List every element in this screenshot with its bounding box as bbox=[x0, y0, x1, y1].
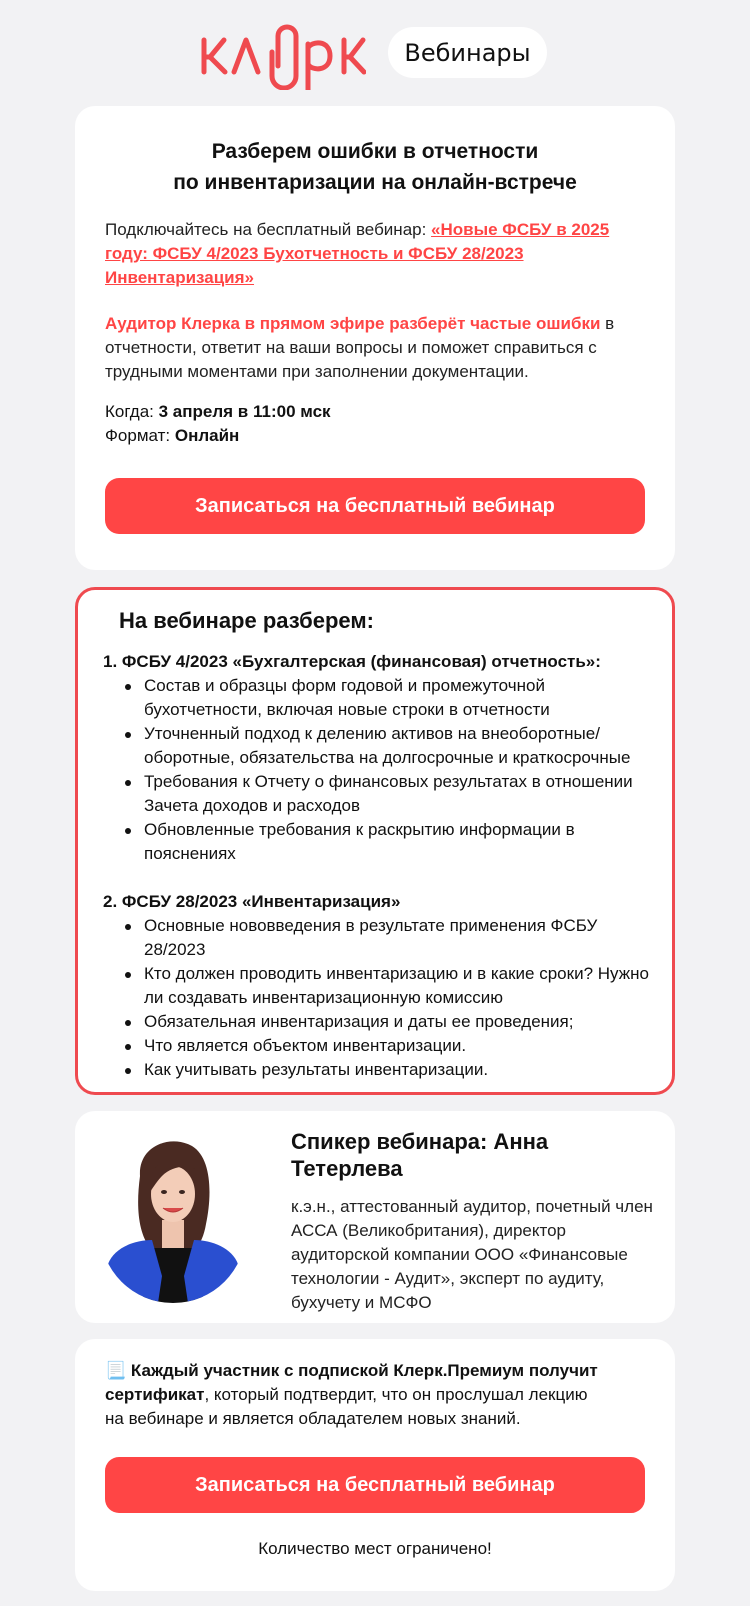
when-line: Когда: 3 апреля в 11:00 мск bbox=[105, 402, 331, 421]
agenda-topic bbox=[78, 890, 672, 1082]
seats-limited-note: Количество мест ограничено! bbox=[258, 1539, 492, 1558]
format-line: Формат: Онлайн bbox=[105, 426, 240, 445]
agenda-heading: На вебинаре разберем: bbox=[119, 608, 374, 633]
certificate-text: 📃 Каждый участник с подпиской Клерк.Премиум получит сертификат, который подтвердит, что он прослушал лекцию на вебинаре и является обладателем новых знаний. bbox=[105, 1361, 598, 1428]
webinars-pill[interactable] bbox=[388, 27, 547, 78]
speaker-bio: к.э.н., аттестованный аудитор, почетный член АССА (Великобритания), директор аудиторской компании ООО «Финансовые технологии - Аудит», эксперт по аудиту, бухучету и МСФО bbox=[291, 1197, 653, 1312]
topic-title: 2. ФСБУ 28/2023 «Инвентаризация» bbox=[103, 892, 401, 911]
list-item: Что является объектом инвентаризации. bbox=[144, 1034, 652, 1058]
list-item: Уточненный подход к делению активов на внеоборотные/оборотные, обязательства на долгосрочные и краткосрочные bbox=[144, 722, 652, 770]
join-paragraph: Подключайтесь на бесплатный вебинар: «Новые ФСБУ в 2025 году: ФСБУ 4/2023 Бухотчетность и ФСБУ 28/2023 Инвентаризация» bbox=[105, 220, 610, 287]
list-item: Состав и образцы форм годовой и промежуточной бухотчетности, включая новые строки в отчетности bbox=[144, 674, 652, 722]
speaker-title: Спикер вебинара: Анна Тетерлева bbox=[291, 1129, 549, 1181]
intro-title: Разберем ошибки в отчетности по инвентаризации на онлайн-встрече bbox=[173, 140, 577, 194]
auditor-highlight: Аудитор Клерка в прямом эфире разберёт частые ошибки bbox=[105, 314, 601, 333]
certificate-highlight: Каждый участник с подпиской Клерк.Премиум получит сертификат bbox=[105, 1361, 598, 1404]
list-item: Кто должен проводить инвентаризацию и в какие сроки? Нужно ли создавать инвентаризационную комиссию bbox=[144, 962, 652, 1010]
list-item: Обязательная инвентаризация и даты ее проведения; bbox=[144, 1010, 652, 1034]
auditor-paragraph: Аудитор Клерка в прямом эфире разберёт частые ошибки в отчетности, ответит на ваши вопросы и поможет справиться с трудными моментами при заполнении документации. bbox=[105, 314, 615, 381]
when-value: 3 апреля в 11:00 мск bbox=[158, 402, 331, 421]
document-icon: 📃 bbox=[105, 1361, 127, 1380]
topic-items bbox=[144, 914, 652, 1082]
register-button-bottom[interactable]: Записаться на бесплатный вебинар bbox=[105, 1457, 645, 1513]
list-item: Требования к Отчету о финансовых результатах в отношении Зачета доходов и расходов bbox=[144, 770, 652, 818]
certificate-card bbox=[75, 1339, 675, 1591]
speaker-photo bbox=[100, 1136, 246, 1303]
list-item: Основные нововведения в результате применения ФСБУ 28/2023 bbox=[144, 914, 652, 962]
webinars-pill-label: Вебинары bbox=[404, 38, 531, 67]
speaker-card bbox=[75, 1111, 675, 1323]
register-button[interactable]: Записаться на бесплатный вебинар bbox=[105, 478, 645, 534]
webinar-link[interactable]: «Новые ФСБУ в 2025 году: ФСБУ 4/2023 Бухотчетность и ФСБУ 28/2023 Инвентаризация» bbox=[105, 220, 610, 287]
list-item: Обновленные требования к раскрытию информации в пояснениях bbox=[144, 818, 652, 866]
agenda-card bbox=[75, 587, 675, 1095]
header bbox=[0, 0, 750, 106]
agenda-topics bbox=[78, 650, 672, 1082]
topic-items bbox=[144, 674, 652, 866]
intro-card bbox=[75, 106, 675, 570]
list-item: Как учитывать результаты инвентаризации. bbox=[144, 1058, 652, 1082]
klerk-logo[interactable] bbox=[200, 24, 366, 90]
format-value: Онлайн bbox=[174, 426, 240, 445]
topic-title: 1. ФСБУ 4/2023 «Бухгалтерская (финансовая) отчетность»: bbox=[103, 652, 601, 671]
agenda-topic bbox=[78, 650, 672, 866]
